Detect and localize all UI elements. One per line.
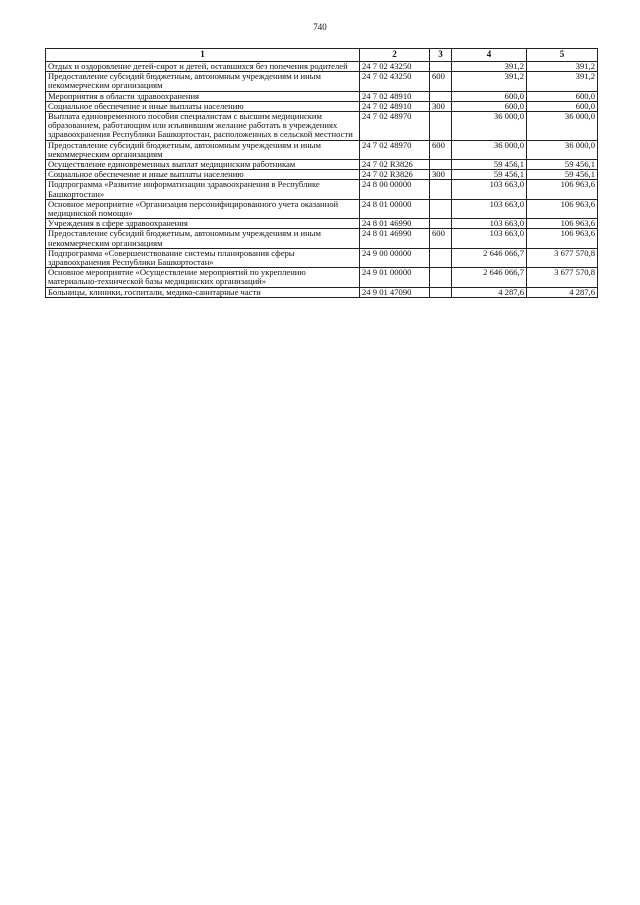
table-row (46, 170, 598, 180)
cell-value-2: 600,0 (527, 91, 598, 101)
cell-name: Социальное обеспечение и иные выплаты населению (46, 170, 360, 180)
cell-name: Предоставление субсидий бюджетным, автономным учреждениям и иным некоммерческим организациям (46, 140, 360, 159)
table-row (46, 101, 598, 111)
cell-kvr: 600 (430, 229, 452, 248)
cell-kvr: 300 (430, 170, 452, 180)
cell-value-1: 2 646 066,7 (452, 248, 527, 267)
cell-value-2: 106 963,6 (527, 219, 598, 229)
cell-name: Подпрограмма «Совершенствование системы планирования сферы здравоохранения Республики Башкортостан» (46, 248, 360, 267)
cell-name: Мероприятия в области здравоохранения (46, 91, 360, 101)
cell-kvr (430, 112, 452, 141)
cell-name: Основное мероприятие «Организация персонифицированного учета оказанной медицинской помощи» (46, 199, 360, 218)
page-number: 740 (313, 22, 327, 32)
column-header-value-1: 4 (452, 49, 527, 62)
table-row (46, 287, 598, 297)
cell-value-2: 106 963,6 (527, 199, 598, 218)
cell-value-2: 4 287,6 (527, 287, 598, 297)
cell-value-1: 103 663,0 (452, 229, 527, 248)
cell-code: 24 8 01 00000 (360, 199, 430, 218)
cell-code: 24 7 02 48970 (360, 112, 430, 141)
cell-name: Отдых и оздоровление детей-сирот и детей, оставшихся без попечения родителей (46, 62, 360, 72)
cell-name: Выплата единовременного пособия специалистам с высшим медицинским образованием, работающим или изъявившим желание работать в учреждениях здравоохранения Республики Башкортостан, расположенных в сельской местности (46, 112, 360, 141)
cell-value-2: 36 000,0 (527, 140, 598, 159)
cell-kvr (430, 160, 452, 170)
cell-value-1: 391,2 (452, 62, 527, 72)
cell-value-1: 103 663,0 (452, 199, 527, 218)
table-row (46, 268, 598, 287)
table-row (46, 140, 598, 159)
table-row (46, 180, 598, 199)
column-header-value-2: 5 (527, 49, 598, 62)
cell-value-1: 103 663,0 (452, 180, 527, 199)
cell-code: 24 9 00 00000 (360, 248, 430, 267)
cell-code: 24 7 02 R3826 (360, 170, 430, 180)
table-row (46, 160, 598, 170)
cell-value-2: 106 963,6 (527, 180, 598, 199)
cell-name: Основное мероприятие «Осуществление мероприятий по укреплению материально-технической базы медицинских организаций» (46, 268, 360, 287)
cell-kvr (430, 180, 452, 199)
table-row (46, 199, 598, 218)
cell-kvr (430, 199, 452, 218)
cell-code: 24 9 01 47090 (360, 287, 430, 297)
cell-value-2: 3 677 570,8 (527, 268, 598, 287)
cell-value-2: 600,0 (527, 101, 598, 111)
column-header-kvr: 3 (430, 49, 452, 62)
table-row (46, 112, 598, 141)
cell-value-1: 59 456,1 (452, 170, 527, 180)
cell-name: Больницы, клиники, госпитали, медико-санитарные части (46, 287, 360, 297)
table-body (46, 62, 598, 298)
cell-kvr: 600 (430, 140, 452, 159)
cell-value-1: 4 287,6 (452, 287, 527, 297)
cell-value-2: 59 456,1 (527, 170, 598, 180)
cell-value-2: 59 456,1 (527, 160, 598, 170)
cell-kvr (430, 287, 452, 297)
column-header-code: 2 (360, 49, 430, 62)
budget-table (45, 48, 598, 298)
cell-value-1: 59 456,1 (452, 160, 527, 170)
cell-kvr (430, 219, 452, 229)
cell-code: 24 9 01 00000 (360, 268, 430, 287)
cell-name: Предоставление субсидий бюджетным, автономным учреждениям и иным некоммерческим организациям (46, 229, 360, 248)
cell-code: 24 7 02 43250 (360, 72, 430, 91)
cell-value-1: 600,0 (452, 101, 527, 111)
cell-kvr: 600 (430, 72, 452, 91)
cell-code: 24 7 02 R3826 (360, 160, 430, 170)
cell-code: 24 7 02 43250 (360, 62, 430, 72)
cell-value-2: 106 963,6 (527, 229, 598, 248)
column-header-name: 1 (46, 49, 360, 62)
cell-code: 24 8 01 46990 (360, 229, 430, 248)
cell-code: 24 8 00 00000 (360, 180, 430, 199)
cell-value-1: 2 646 066,7 (452, 268, 527, 287)
cell-value-2: 36 000,0 (527, 112, 598, 141)
cell-name: Предоставление субсидий бюджетным, автономным учреждениям и иным некоммерческим организациям (46, 72, 360, 91)
table-row (46, 72, 598, 91)
cell-value-1: 600,0 (452, 91, 527, 101)
cell-value-2: 3 677 570,8 (527, 248, 598, 267)
cell-code: 24 8 01 46990 (360, 219, 430, 229)
cell-code: 24 7 02 48910 (360, 101, 430, 111)
cell-kvr (430, 248, 452, 267)
cell-name: Осуществление единовременных выплат медицинским работникам (46, 160, 360, 170)
cell-code: 24 7 02 48970 (360, 140, 430, 159)
table-row (46, 229, 598, 248)
cell-kvr (430, 91, 452, 101)
cell-value-2: 391,2 (527, 62, 598, 72)
cell-kvr (430, 62, 452, 72)
cell-value-1: 391,2 (452, 72, 527, 91)
cell-value-1: 103 663,0 (452, 219, 527, 229)
cell-kvr (430, 268, 452, 287)
cell-value-1: 36 000,0 (452, 140, 527, 159)
table-row (46, 62, 598, 72)
cell-name: Учреждения в сфере здравоохранения (46, 219, 360, 229)
cell-kvr: 300 (430, 101, 452, 111)
cell-name: Социальное обеспечение и иные выплаты населению (46, 101, 360, 111)
table-row (46, 91, 598, 101)
table-header-row (46, 49, 598, 62)
cell-code: 24 7 02 48910 (360, 91, 430, 101)
cell-value-2: 391,2 (527, 72, 598, 91)
cell-name: Подпрограмма «Развитие информатизации здравоохранения в Республике Башкортостан» (46, 180, 360, 199)
table-row (46, 219, 598, 229)
table-row (46, 248, 598, 267)
cell-value-1: 36 000,0 (452, 112, 527, 141)
